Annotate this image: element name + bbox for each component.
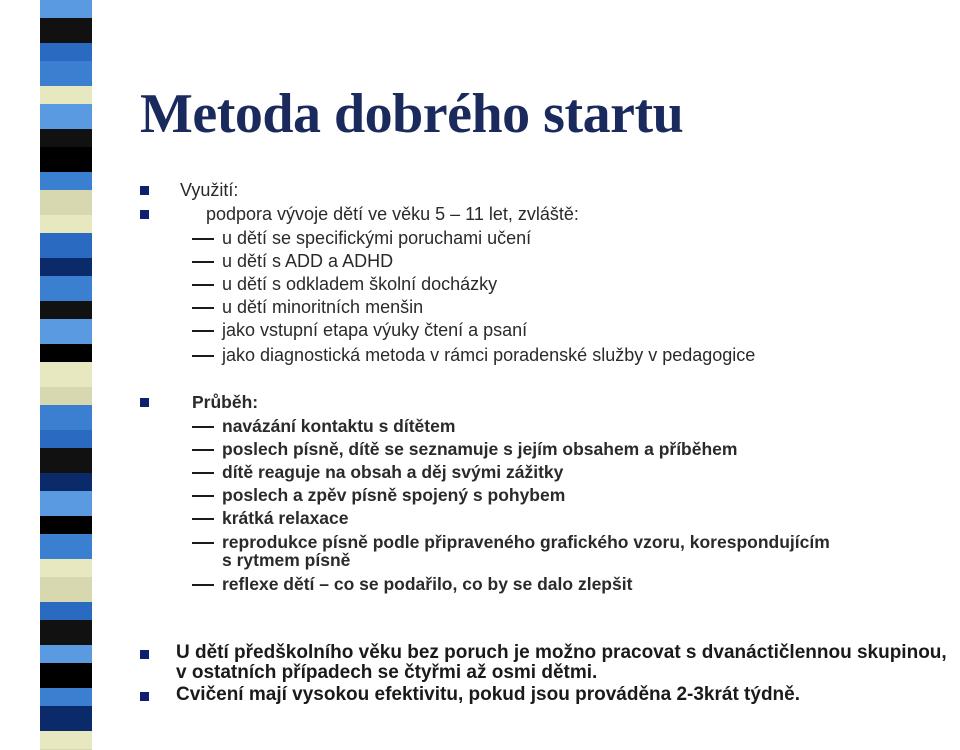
stripe-block	[40, 645, 92, 663]
stripe-block	[40, 362, 92, 387]
paragraph-line: U dětí předškolního věku bez poruch je možno pracovat s dvanáctičlennou skupinou,	[176, 642, 947, 663]
stripe-block	[40, 18, 92, 43]
list-item: u dětí s odkladem školní docházky	[222, 274, 498, 294]
list-item: navázání kontaktu s dítětem	[222, 416, 456, 436]
list-item: reprodukce písně podle připraveného grafického vzoru, korespondujícím	[222, 532, 830, 552]
list-item: jako vstupní etapa výuky čtení a psaní	[222, 320, 528, 340]
dash-icon	[192, 449, 214, 451]
section2-heading: Průběh:	[192, 392, 259, 412]
stripe-block	[40, 387, 92, 405]
paragraph-line: v ostatních případech se čtyřmi až osmi dětmi.	[176, 662, 598, 683]
stripe-block	[40, 448, 92, 473]
stripe-block	[40, 104, 92, 129]
dash-icon	[192, 518, 214, 520]
list-item: jako diagnostická metoda v rámci poradenské služby v pedagogice	[222, 345, 756, 365]
stripe-block	[40, 86, 92, 104]
stripe-block	[40, 301, 92, 319]
stripe-block	[40, 61, 92, 86]
stripe-block	[40, 0, 92, 18]
dash-icon	[192, 584, 214, 586]
dash-icon	[192, 330, 214, 332]
dash-icon	[192, 238, 214, 240]
stripe-block	[40, 405, 92, 430]
dash-icon	[192, 284, 214, 286]
bullet-icon	[140, 398, 149, 407]
list-item-continuation: s rytmem písně	[222, 550, 351, 570]
stripe-block	[40, 731, 92, 749]
decorative-stripe	[0, 0, 100, 750]
list-item: reflexe dětí – co se podařilo, co by se dalo zlepšit	[222, 574, 633, 594]
stripe-block	[40, 430, 92, 448]
stripe-block	[40, 43, 92, 61]
dash-icon	[192, 426, 214, 428]
stripe-block	[40, 620, 92, 645]
stripe-block	[40, 172, 92, 190]
stripe-block	[40, 491, 92, 516]
stripe-block	[40, 215, 92, 233]
stripe-block	[40, 559, 92, 577]
stripe-block	[40, 233, 92, 258]
stripe-block	[40, 577, 92, 602]
dash-icon	[192, 355, 214, 357]
stripe-block	[40, 534, 92, 559]
stripe-block	[40, 258, 92, 276]
bullet-icon	[140, 186, 149, 195]
list-item: poslech a zpěv písně spojený s pohybem	[222, 485, 566, 505]
paragraph-line: Cvičení mají vysokou efektivitu, pokud jsou prováděna 2-3krát týdně.	[176, 684, 801, 705]
list-item: u dětí minoritních menšin	[222, 297, 424, 317]
stripe-block	[40, 276, 92, 301]
stripe-block	[40, 706, 92, 731]
list-item: u dětí se specifickými poruchami učení	[222, 228, 532, 248]
dash-icon	[192, 261, 214, 263]
stripe-block	[40, 344, 92, 362]
stripe-block	[40, 190, 92, 215]
dash-icon	[192, 307, 214, 309]
dash-icon	[192, 472, 214, 474]
stripe-block	[40, 663, 92, 688]
dash-icon	[192, 495, 214, 497]
list-item: poslech písně, dítě se seznamuje s jejím obsahem a příběhem	[222, 439, 738, 459]
stripe-block	[40, 473, 92, 491]
bullet-icon	[140, 650, 149, 659]
stripe-block	[40, 516, 92, 534]
stripe-block	[40, 147, 92, 172]
stripe-block	[40, 602, 92, 620]
dash-icon	[192, 542, 214, 544]
bullet-icon	[140, 692, 149, 701]
list-item: krátká relaxace	[222, 508, 349, 528]
stripe-block	[40, 319, 92, 344]
section1-heading: Využití:	[180, 180, 239, 200]
section1-intro: podpora vývoje dětí ve věku 5 – 11 let, zvláště:	[206, 204, 579, 224]
list-item: dítě reaguje na obsah a děj svými zážitky	[222, 462, 564, 482]
page-title: Metoda dobrého startu	[140, 83, 684, 145]
stripe-block	[40, 129, 92, 147]
list-item: u dětí s ADD a ADHD	[222, 251, 394, 271]
bullet-icon	[140, 210, 149, 219]
stripe-block	[40, 688, 92, 706]
